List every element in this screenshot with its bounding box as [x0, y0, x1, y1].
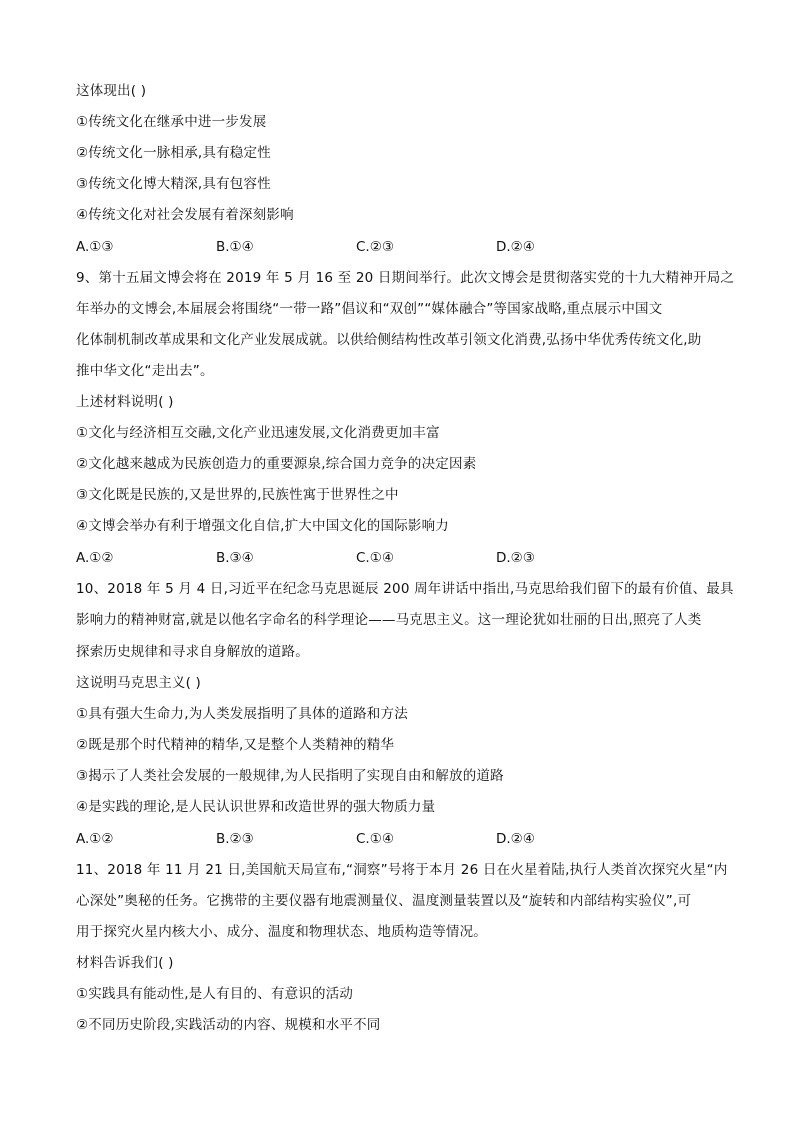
q10-option-d: D.②④: [496, 831, 535, 847]
q10-option-c: C.①④: [356, 831, 394, 847]
q8-option-c: C.②③: [356, 239, 394, 255]
q10-option-b: B.②③: [216, 831, 254, 847]
q10-item-1: ①具有强大生命力,为人类发展指明了具体的道路和方法: [76, 706, 408, 722]
q8-item-2: ②传统文化一脉相承,具有稳定性: [76, 145, 271, 161]
q10-prompt: 这说明马克思主义( ): [76, 675, 202, 691]
q11-prompt: 材料告诉我们( ): [76, 955, 174, 971]
q9-stem-line-3: 化体制机制改革成果和文化产业发展成就。以供给侧结构性改革引领文化消费,弘扬中华优秀传统文化,助: [76, 332, 702, 348]
q9-item-1: ①文化与经济相互交融,文化产业迅速发展,文化消费更加丰富: [76, 425, 440, 441]
q10-stem-line-1: 10、2018 年 5 月 4 日,习近平在纪念马克思诞辰 200 周年讲话中指出,马克思给我们留下的最有价值、最具: [76, 581, 734, 597]
q8-option-d: D.②④: [496, 239, 535, 255]
q8-item-4: ④传统文化对社会发展有着深刻影响: [76, 207, 294, 223]
q9-stem-line-4: 推中华文化“走出去”。: [76, 363, 214, 379]
q10-item-4: ④是实践的理论,是人民认识世界和改造世界的强大物质力量: [76, 799, 436, 815]
q9-option-d: D.②③: [496, 550, 535, 566]
q9-stem-line-1: 9、第十五届文博会将在 2019 年 5 月 16 至 20 日期间举行。此次文博会是贯彻落实党的十九大精神开局之: [76, 270, 735, 286]
q10-stem-line-2: 影响力的精神财富,就是以他名字命名的科学理论——马克思主义。这一理论犹如壮丽的日出,照亮了人类: [76, 612, 702, 628]
q9-item-2: ②文化越来越成为民族创造力的重要源泉,综合国力竞争的决定因素: [76, 456, 477, 472]
q10-item-3: ③揭示了人类社会发展的一般规律,为人民指明了实现自由和解放的道路: [76, 768, 504, 784]
q9-item-3: ③文化既是民族的,又是世界的,民族性寓于世界性之中: [76, 487, 399, 503]
q9-prompt: 上述材料说明( ): [76, 394, 174, 410]
q8-prompt: 这体现出( ): [76, 83, 147, 99]
q8-option-b: B.①④: [216, 239, 254, 255]
q8-item-1: ①传统文化在继承中进一步发展: [76, 114, 267, 130]
q10-item-2: ②既是那个时代精神的精华,又是整个人类精神的精华: [76, 737, 395, 753]
q9-stem-line-2: 年举办的文博会,本届展会将围绕“一带一路”倡议和“双创”“媒体融合”等国家战略,重点展示中国文: [76, 301, 663, 317]
q9-option-b: B.③④: [216, 550, 254, 566]
q11-item-1: ①实践具有能动性,是人有目的、有意识的活动: [76, 986, 354, 1002]
q9-option-c: C.①④: [356, 550, 394, 566]
q8-item-3: ③传统文化博大精深,具有包容性: [76, 176, 271, 192]
q11-item-2: ②不同历史阶段,实践活动的内容、规模和水平不同: [76, 1017, 381, 1033]
q9-item-4: ④文博会举办有利于增强文化自信,扩大中国文化的国际影响力: [76, 518, 449, 534]
q11-stem-line-2: 心深处”奥秘的任务。它携带的主要仪器有地震测量仪、温度测量装置以及“旋转和内部结构实验仪”,可: [76, 893, 692, 909]
q10-option-a: A.①②: [76, 831, 114, 847]
q10-stem-line-3: 探索历史规律和寻求自身解放的道路。: [76, 644, 309, 660]
q11-stem-line-1: 11、2018 年 11 月 21 日,美国航天局宣布,“洞察”号将于本月 26 日在火星着陆,执行人类首次探究火星“内: [76, 862, 728, 878]
q8-option-a: A.①③: [76, 239, 114, 255]
q9-option-a: A.①②: [76, 550, 114, 566]
q11-stem-line-3: 用于探究火星内核大小、成分、温度和物理状态、地质构造等情况。: [76, 924, 487, 940]
